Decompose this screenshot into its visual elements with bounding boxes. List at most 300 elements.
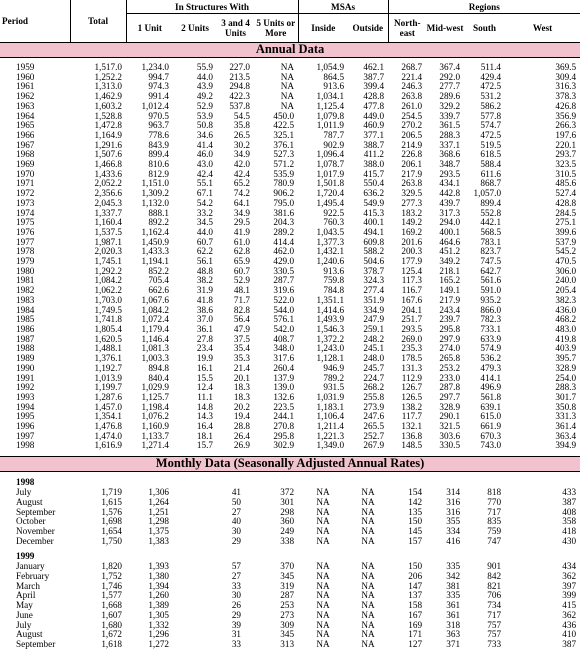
annual-value-cell: 381.6 [273, 207, 295, 218]
header-2-units: 2 Units [173, 14, 217, 43]
annual-value-cell: 131.3 [401, 362, 423, 373]
annual-value-cell: 577.8 [480, 110, 502, 121]
annual-value-cell: 12.4 [196, 382, 213, 393]
annual-value-cell: 294.8 [229, 81, 250, 92]
annual-value-cell: 239.7 [439, 314, 461, 325]
monthly-value-cell: 342 [446, 571, 461, 582]
annual-value-cell: 165.2 [439, 275, 461, 286]
annual-value-cell: 414.1 [480, 372, 502, 383]
annual-value-cell: 206.5 [401, 129, 423, 140]
monthly-value-cell: NA [361, 580, 375, 591]
annual-value-cell: 356.9 [555, 110, 577, 121]
monthly-value-cell: 901 [487, 561, 502, 572]
annual-value-cell: 317.6 [273, 353, 295, 364]
annual-value-cell: 1,078.7 [316, 159, 345, 170]
annual-value-cell: 428.8 [363, 91, 385, 102]
annual-value-cell: 935.2 [480, 294, 502, 305]
annual-year-cell: 1968 [16, 149, 35, 160]
annual-value-cell: 468.2 [555, 314, 577, 325]
monthly-value-cell: 818 [487, 487, 502, 498]
annual-year-cell: 1998 [16, 440, 35, 451]
annual-value-cell: 117.7 [401, 411, 423, 422]
annual-value-cell: 350.8 [555, 401, 577, 412]
monthly-month-cell: July [16, 619, 32, 630]
monthly-value-cell: 1,615 [101, 496, 122, 507]
annual-value-cell: 56.1 [196, 256, 213, 267]
annual-value-cell: 61.0 [233, 236, 250, 247]
annual-value-cell: 301.7 [555, 391, 577, 402]
annual-value-cell: 368.6 [439, 149, 461, 160]
annual-year-cell: 1984 [16, 304, 35, 315]
annual-value-cell: 1,029.9 [141, 382, 169, 393]
annual-value-cell: 991.4 [148, 91, 169, 102]
monthly-value-cell: 430 [562, 535, 577, 546]
monthly-value-cell: 147 [408, 580, 423, 591]
monthly-value-cell: 759 [487, 525, 502, 536]
annual-value-cell: 18.3 [233, 391, 250, 402]
annual-value-cell: 970.5 [148, 110, 169, 121]
annual-value-cell: 618.5 [480, 149, 502, 160]
annual-value-cell: 60.7 [196, 236, 213, 247]
annual-value-cell: 214.9 [401, 139, 423, 150]
annual-value-cell: 328.9 [555, 362, 577, 373]
annual-value-cell: 287.7 [273, 275, 295, 286]
annual-value-cell: 206.1 [401, 159, 423, 170]
annual-value-cell: 245.7 [363, 362, 385, 373]
annual-value-cell: 378.3 [555, 91, 577, 102]
annual-value-cell: 1,125.7 [141, 391, 169, 402]
annual-value-cell: 269.0 [401, 333, 423, 344]
annual-year-cell: 1969 [16, 159, 35, 170]
annual-value-cell: 149.2 [401, 217, 423, 228]
annual-value-cell: 479.3 [480, 362, 502, 373]
annual-value-cell: 400.1 [363, 217, 385, 228]
monthly-value-cell: 1,680 [101, 619, 122, 630]
monthly-value-cell: 145 [408, 525, 423, 536]
monthly-value-cell: 142 [408, 496, 423, 507]
monthly-value-cell: 1,577 [101, 590, 122, 601]
annual-value-cell: 810.6 [148, 159, 169, 170]
annual-value-cell: 536.2 [480, 353, 502, 364]
monthly-value-cell: NA [316, 590, 330, 601]
annual-value-cell: 55.1 [196, 178, 213, 189]
annual-value-cell: 840.4 [148, 372, 169, 383]
annual-value-cell: 245.1 [363, 343, 385, 354]
annual-value-cell: 922.5 [323, 207, 345, 218]
monthly-value-cell: 29 [231, 609, 241, 620]
annual-value-cell: 378.7 [363, 265, 385, 276]
annual-value-cell: 20.1 [233, 372, 250, 383]
annual-value-cell: 49.2 [196, 91, 213, 102]
monthly-value-cell: 397 [562, 580, 577, 591]
annual-value-cell: 902.9 [323, 139, 345, 150]
annual-value-cell: 132.6 [273, 391, 295, 402]
annual-value-cell: 126.5 [401, 391, 423, 402]
annual-value-cell: 14.8 [196, 401, 213, 412]
annual-value-cell: 334.9 [363, 304, 385, 315]
annual-value-cell: 542.0 [273, 323, 295, 334]
annual-value-cell: 138.2 [401, 401, 423, 412]
monthly-value-cell: 415 [562, 600, 577, 611]
annual-value-cell: 864.5 [323, 71, 345, 82]
monthly-value-cell: 171 [408, 629, 423, 640]
annual-value-cell: 329.2 [439, 100, 461, 111]
annual-value-cell: 426.8 [555, 100, 577, 111]
monthly-value-cell: 253 [280, 600, 295, 611]
annual-value-cell: 429.4 [480, 71, 502, 82]
monthly-value-cell: NA [316, 487, 330, 498]
monthly-month-cell: August [16, 629, 43, 640]
annual-value-cell: 574.7 [480, 120, 502, 131]
annual-value-cell: 963.7 [148, 120, 169, 131]
annual-value-cell: 30.2 [233, 139, 250, 150]
monthly-value-cell: 26 [231, 600, 241, 611]
monthly-value-cell: NA [316, 619, 330, 630]
header-outside: Outside [348, 14, 388, 43]
annual-value-cell: 1,081.3 [141, 343, 169, 354]
annual-value-cell: 268.7 [401, 62, 423, 72]
monthly-value-cell: NA [361, 629, 375, 640]
annual-value-cell: 1,987.1 [94, 236, 122, 247]
annual-value-cell: 888.1 [148, 207, 169, 218]
annual-value-cell: 74.2 [233, 188, 250, 199]
annual-value-cell: 15.7 [196, 440, 213, 451]
monthly-value-cell: NA [316, 535, 330, 546]
monthly-value-cell: 835 [487, 516, 502, 527]
monthly-value-cell: 1,383 [148, 535, 169, 546]
monthly-value-cell: 167 [408, 609, 423, 620]
annual-value-cell: 1,183.1 [316, 401, 345, 412]
annual-value-cell: 169.2 [401, 226, 423, 237]
monthly-value-cell: 1,576 [101, 506, 122, 517]
annual-value-cell: 477.8 [363, 100, 385, 111]
annual-value-cell: 41.9 [233, 226, 250, 237]
annual-value-cell: 248.2 [363, 333, 385, 344]
annual-value-cell: 415.3 [363, 207, 385, 218]
annual-value-cell: 571.2 [273, 159, 295, 170]
monthly-value-cell: 362 [562, 571, 577, 582]
annual-value-cell: 1,517.0 [94, 62, 122, 72]
annual-value-cell: 1,616.9 [94, 440, 122, 451]
annual-value-cell: 399.4 [363, 81, 385, 92]
monthly-value-cell: NA [316, 561, 330, 572]
annual-value-cell: 591.0 [480, 285, 502, 296]
annual-value-cell: 34.6 [196, 129, 213, 140]
monthly-month-cell: April [16, 590, 36, 601]
annual-value-cell: 253.2 [439, 362, 461, 373]
header-northeast: North-east [388, 14, 426, 43]
annual-year-cell: 1989 [16, 353, 35, 364]
annual-value-cell: 436.0 [555, 304, 577, 315]
annual-year-cell: 1962 [16, 91, 35, 102]
annual-value-cell: 1,433.3 [141, 246, 169, 257]
monthly-month-cell: January [16, 561, 45, 572]
monthly-value-cell: NA [361, 619, 375, 630]
annual-value-cell: 1,084.2 [141, 304, 169, 315]
annual-value-cell: 197.6 [555, 129, 577, 140]
annual-value-cell: 974.3 [148, 81, 169, 92]
annual-value-cell: 899.4 [148, 149, 169, 160]
annual-value-cell: 259.1 [363, 323, 385, 334]
annual-value-cell: 204.3 [273, 217, 295, 228]
monthly-value-cell: 314 [446, 487, 461, 498]
annual-year-cell: 1971 [16, 178, 35, 189]
annual-value-cell: 1,164.9 [94, 129, 122, 140]
monthly-value-cell: 418 [562, 525, 577, 536]
annual-value-cell: 494.1 [363, 226, 385, 237]
header-msas-group: MSAs [298, 0, 388, 14]
header-structures-group: In Structures With [126, 0, 298, 14]
annual-value-cell: 64.1 [233, 197, 250, 208]
annual-value-cell: 899.4 [480, 197, 502, 208]
annual-value-cell: 288.3 [439, 129, 461, 140]
annual-value-cell: 531.2 [480, 91, 502, 102]
annual-value-cell: 33.2 [196, 207, 213, 218]
annual-value-cell: 852.2 [148, 265, 169, 276]
annual-value-cell: 549.9 [363, 197, 385, 208]
annual-value-cell: 31.9 [196, 285, 213, 296]
annual-value-cell: 54.5 [233, 110, 250, 121]
annual-value-cell: 544.0 [273, 304, 295, 315]
annual-value-cell: NA [280, 81, 295, 92]
annual-value-cell: 48.1 [233, 285, 250, 296]
annual-value-cell: 217.9 [401, 168, 423, 179]
annual-value-cell: 351.9 [363, 294, 385, 305]
monthly-value-cell: 361 [446, 609, 461, 620]
monthly-month-cell: November [16, 525, 55, 536]
annual-value-cell: 42.4 [196, 168, 213, 179]
annual-value-cell: 388.0 [363, 159, 385, 170]
annual-value-cell: 1,146.4 [141, 333, 169, 344]
annual-value-cell: 519.5 [480, 139, 502, 150]
annual-value-cell: 183.2 [401, 207, 423, 218]
annual-value-cell: 116.7 [401, 285, 423, 296]
monthly-value-cell: NA [361, 561, 375, 572]
annual-value-cell: 328.9 [439, 401, 461, 412]
annual-value-cell: 760.3 [323, 217, 345, 228]
annual-value-cell: 149.1 [439, 285, 461, 296]
annual-value-cell: 1,096.4 [316, 149, 345, 160]
annual-value-cell: 636.2 [363, 188, 385, 199]
monthly-value-cell: 434 [562, 561, 577, 572]
annual-value-cell: 778.6 [148, 129, 169, 140]
annual-value-cell: NA [280, 100, 295, 111]
monthly-value-cell: 1,672 [101, 629, 122, 640]
monthly-value-cell: 706 [487, 590, 502, 601]
annual-value-cell: 1,034.1 [316, 91, 345, 102]
monthly-value-cell: NA [316, 638, 330, 649]
monthly-value-cell: 345 [280, 571, 295, 582]
monthly-value-cell: 717 [487, 506, 502, 517]
annual-value-cell: 177.9 [401, 256, 423, 267]
annual-value-cell: 297.7 [439, 391, 461, 402]
annual-year-cell: 1997 [16, 430, 35, 441]
annual-value-cell: 387.7 [363, 71, 385, 82]
annual-value-cell: 400.1 [439, 226, 461, 237]
monthly-month-cell: May [16, 600, 33, 611]
annual-value-cell: 1,128.1 [316, 353, 345, 364]
annual-value-cell: 52.9 [196, 100, 213, 111]
annual-value-cell: 1,199.7 [94, 382, 122, 393]
annual-value-cell: 277.7 [439, 81, 461, 92]
annual-value-cell: 472.5 [480, 81, 502, 92]
annual-value-cell: 1,031.9 [316, 391, 345, 402]
annual-value-cell: 733.1 [480, 323, 502, 334]
annual-value-cell: 60.7 [233, 265, 250, 276]
annual-value-cell: 394.9 [555, 440, 577, 451]
monthly-month-cell: September [16, 638, 56, 649]
annual-value-cell: 27.8 [196, 333, 213, 344]
annual-value-cell: 946.9 [323, 362, 345, 373]
monthly-value-cell: 381 [446, 580, 461, 591]
annual-value-cell: 337.1 [439, 139, 461, 150]
annual-value-cell: 288.3 [555, 382, 577, 393]
annual-value-cell: 812.9 [148, 168, 169, 179]
monthly-value-cell: NA [316, 609, 330, 620]
annual-value-cell: 1,462.9 [94, 91, 122, 102]
annual-value-cell: 1,337.7 [94, 207, 122, 218]
monthly-value-cell: 1,380 [148, 571, 169, 582]
header-inside: Inside [298, 14, 348, 43]
annual-value-cell: 1,221.3 [316, 430, 345, 441]
monthly-value-cell: 41 [231, 487, 241, 498]
annual-value-cell: 586.2 [480, 100, 502, 111]
annual-value-cell: 62.8 [233, 246, 250, 257]
annual-value-cell: 609.8 [363, 236, 385, 247]
monthly-value-cell: 1,746 [101, 580, 122, 591]
monthly-value-cell: 33 [231, 580, 241, 591]
annual-value-cell: 48.8 [196, 265, 213, 276]
annual-value-cell: 16.1 [196, 362, 213, 373]
monthly-value-cell: NA [361, 525, 375, 536]
monthly-value-cell: 1,668 [101, 600, 122, 611]
annual-value-cell: 1,067.6 [141, 294, 169, 305]
annual-year-cell: 1994 [16, 401, 35, 412]
annual-value-cell: 460.9 [363, 120, 385, 131]
monthly-year-label: 1998 [16, 476, 35, 487]
monthly-value-cell: NA [361, 487, 375, 498]
annual-value-cell: 705.4 [148, 275, 169, 286]
annual-value-cell: 1,433.6 [94, 168, 122, 179]
monthly-value-cell: 1,719 [101, 487, 122, 498]
annual-value-cell: 588.4 [480, 159, 502, 170]
annual-value-cell: 1,349.0 [316, 440, 345, 451]
monthly-value-cell: 345 [280, 629, 295, 640]
annual-value-cell: 323.5 [555, 159, 577, 170]
annual-value-cell: 28.8 [233, 421, 250, 432]
annual-value-cell: 1,805.4 [94, 323, 122, 334]
monthly-data-banner: Monthly Data (Seasonally Adjusted Annual Rates) [0, 457, 580, 472]
monthly-value-cell: 717 [487, 609, 502, 620]
monthly-value-cell: 360 [280, 516, 295, 527]
monthly-value-cell: 1,298 [148, 516, 169, 527]
annual-value-cell: 55.9 [196, 62, 213, 72]
annual-value-cell: 15.5 [196, 372, 213, 383]
annual-value-cell: 1,057.0 [473, 188, 502, 199]
annual-value-cell: 419.8 [555, 333, 577, 344]
annual-value-cell: 2,356.6 [94, 188, 122, 199]
annual-value-cell: 53.9 [196, 110, 213, 121]
annual-year-cell: 1980 [16, 265, 35, 276]
monthly-value-cell: 1,332 [148, 619, 169, 630]
annual-value-cell: 1,043.5 [316, 226, 345, 237]
annual-value-cell: 1,287.6 [94, 391, 122, 402]
annual-value-cell: 43.9 [196, 81, 213, 92]
annual-value-cell: 1,528.8 [94, 110, 122, 121]
annual-value-cell: 367.4 [439, 62, 461, 72]
annual-value-cell: 240.0 [555, 275, 577, 286]
annual-value-cell: 18.3 [233, 382, 250, 393]
monthly-value-cell: 150 [408, 516, 423, 527]
annual-value-cell: 292.0 [439, 71, 461, 82]
annual-value-cell: 37.0 [196, 314, 213, 325]
annual-value-cell: 289.2 [273, 226, 295, 237]
monthly-value-cell: 371 [446, 638, 461, 649]
annual-year-cell: 1967 [16, 139, 35, 150]
annual-value-cell: 1,309.2 [141, 188, 169, 199]
annual-value-cell: 1,072.4 [141, 314, 169, 325]
annual-value-cell: 244.1 [273, 411, 295, 422]
annual-value-cell: 662.6 [148, 285, 169, 296]
annual-value-cell: 167.6 [401, 294, 423, 305]
monthly-value-cell: 319 [280, 580, 295, 591]
annual-year-cell: 1981 [16, 275, 35, 286]
annual-value-cell: 265.8 [439, 353, 461, 364]
monthly-value-cell: NA [316, 600, 330, 611]
annual-value-cell: 462.0 [273, 246, 295, 257]
annual-value-cell: 319.6 [273, 285, 295, 296]
annual-value-cell: 1,194.1 [141, 256, 169, 267]
annual-value-cell: 324.3 [363, 275, 385, 286]
annual-value-cell: 1,017.9 [316, 168, 345, 179]
monthly-value-cell: 436 [562, 619, 577, 630]
annual-year-cell: 1988 [16, 343, 35, 354]
monthly-month-cell: December [16, 535, 54, 546]
annual-value-cell: 2,045.3 [94, 197, 122, 208]
annual-value-cell: 37.5 [233, 333, 250, 344]
annual-value-cell: 451.2 [439, 246, 461, 257]
annual-value-cell: 464.6 [439, 236, 461, 247]
monthly-value-cell: 301 [280, 496, 295, 507]
header-3-4-units: 3 and 4 Units [217, 14, 254, 43]
annual-year-cell: 1966 [16, 129, 35, 140]
annual-value-cell: 892.2 [148, 217, 169, 228]
annual-value-cell: 14.3 [196, 411, 213, 422]
annual-value-cell: 1,076.2 [141, 411, 169, 422]
monthly-value-cell: 1,654 [101, 525, 122, 536]
monthly-value-cell: NA [316, 580, 330, 591]
annual-value-cell: 376.1 [273, 139, 295, 150]
monthly-value-cell: 137 [408, 590, 423, 601]
monthly-value-cell: 287 [280, 590, 295, 601]
annual-value-cell: 747.5 [480, 256, 502, 267]
annual-value-cell: 1,291.6 [94, 139, 122, 150]
annual-value-cell: 302.9 [273, 440, 295, 451]
annual-value-cell: 428.8 [555, 197, 577, 208]
annual-value-cell: 26.5 [233, 129, 250, 140]
annual-value-cell: 65.2 [233, 178, 250, 189]
header-regions-group: Regions [388, 0, 580, 14]
annual-value-cell: 615.0 [480, 411, 502, 422]
annual-value-cell: 220.1 [555, 139, 577, 150]
annual-year-cell: 1986 [16, 323, 35, 334]
annual-value-cell: 545.2 [555, 246, 577, 257]
monthly-month-cell: October [16, 516, 46, 527]
annual-value-cell: 527.3 [273, 149, 295, 160]
annual-value-cell: NA [280, 91, 295, 102]
annual-value-cell: 527.4 [555, 188, 577, 199]
monthly-value-cell: 1,296 [148, 629, 169, 640]
